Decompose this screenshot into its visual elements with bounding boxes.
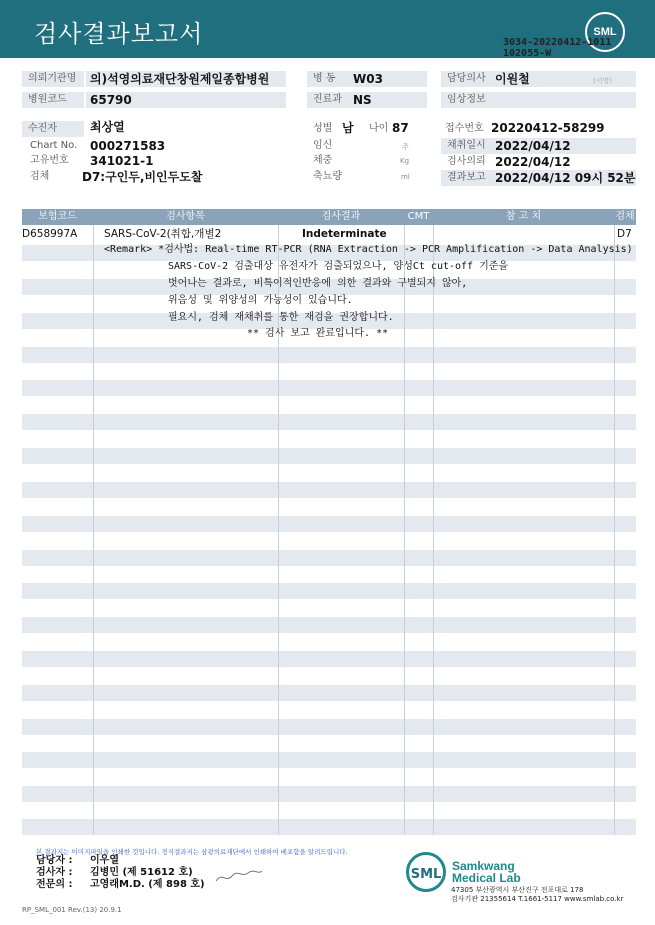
- address-line-1: 47305 부산광역시 부산진구 전포대로 178: [451, 886, 584, 894]
- table-stripe: [22, 651, 636, 667]
- age-value: 87: [392, 121, 409, 135]
- clinical-info-value: [491, 92, 636, 108]
- brand-name: [452, 860, 521, 884]
- sex-label: 성별: [313, 123, 333, 134]
- print-notice: 본 결과지는 이미지파일을 인쇄한 것입니다. 정식결과지는 삼광의료재단에서 인쇄하여 배포함을 알려드립니다.: [36, 848, 348, 856]
- accession-label: 접수번호: [445, 123, 484, 134]
- remark-line: SARS-CoV-2 검출대상 유전자가 검출되었으나, 양성Ct cut-off 기준을: [168, 261, 509, 272]
- remark-line: 필요시, 검체 재채취를 통한 재검을 권장합니다.: [168, 312, 394, 323]
- header-test-item: 검사항목: [166, 211, 205, 222]
- request-label: 검사의뢰: [441, 154, 491, 170]
- table-stripe: [22, 583, 636, 599]
- header-reference: 참 고 치: [505, 211, 542, 222]
- table-stripe: [22, 482, 636, 498]
- pregnancy-label: 임신: [313, 140, 333, 151]
- table-stripe: [22, 819, 636, 835]
- urine-label: 축뇨량: [313, 171, 342, 182]
- table-stripe: [22, 448, 636, 464]
- row-test-item: SARS-CoV-2(취합,개별2: [104, 228, 222, 240]
- weight-label: 체중: [313, 155, 333, 166]
- request-value: 2022/04/12: [491, 154, 636, 170]
- table-header: [22, 209, 636, 225]
- specimen-label: 검체: [30, 171, 50, 182]
- examiner-label: 검사자 :: [36, 867, 73, 878]
- clinical-info-label: 임상정보: [441, 92, 491, 108]
- examiner-value: 김병민 (제 51612 호): [90, 867, 193, 878]
- unique-id-label: 고유번호: [30, 155, 69, 166]
- lab-address: [451, 886, 623, 904]
- institution-value: 의)석영의료재단창원제일종합병원: [86, 71, 286, 87]
- patient-label: 수진자: [22, 121, 84, 137]
- document-number: [503, 37, 611, 59]
- reporter-label: 담당자 :: [36, 855, 73, 866]
- specimen-value: D7:구인두,비인두도찰: [82, 170, 203, 184]
- dept-value: NS: [349, 92, 427, 108]
- report-time-label: 결과보고: [441, 170, 491, 186]
- row-result: Indeterminate: [302, 228, 387, 240]
- pregnancy-unit: 주: [402, 143, 409, 151]
- table-stripe: [22, 516, 636, 532]
- sml-footer-logo: SML: [406, 852, 446, 892]
- chart-no-value: 000271583: [90, 139, 166, 153]
- table-stripe: [22, 786, 636, 802]
- institution-label: 의뢰기관명: [22, 71, 84, 87]
- ward-label: 병 동: [307, 71, 349, 87]
- header-insurance-code: 보험코드: [38, 211, 77, 222]
- column-divider: [404, 209, 405, 835]
- column-divider: [93, 209, 94, 835]
- unique-id-value: 341021-1: [90, 154, 154, 168]
- table-stripe: [22, 550, 636, 566]
- address-line-2: 검사기관 21355614 T.1661-5117 www.smlab.co.kr: [451, 895, 624, 903]
- table-stripe: [22, 752, 636, 768]
- column-divider: [433, 209, 434, 835]
- doctor-value: [491, 71, 636, 87]
- table-stripe: [22, 617, 636, 633]
- row-insurance-code: D658997A: [22, 228, 78, 240]
- remark-line: ** 검사 보고 완료입니다. **: [247, 328, 389, 339]
- report-title: 검사결과보고서: [34, 20, 204, 48]
- doctor-name: 이원철: [495, 72, 530, 86]
- table-stripe: [22, 685, 636, 701]
- header-cmt: CMT: [407, 211, 430, 222]
- doctor-signature-hint: (서명): [593, 77, 612, 85]
- doctor-label: 담당의사: [441, 71, 491, 87]
- chart-no-label: Chart No.: [30, 140, 78, 151]
- table-stripe: [22, 347, 636, 363]
- form-code: RP_SML_001 Rev.(13) 20.9.1: [22, 906, 122, 914]
- table-stripe: [22, 719, 636, 735]
- signature-scribble: [214, 866, 264, 886]
- reporter-value: 이우열: [90, 855, 119, 866]
- sex-value: 남: [342, 121, 354, 135]
- header-specimen: 검체: [615, 211, 635, 222]
- header-result: 검사결과: [321, 211, 361, 222]
- brand-name-line-1: Samkwang: [452, 859, 515, 873]
- remark-line: 벗어나는 결과로, 비특이적인반응에 의한 결과와 구별되지 않아,: [168, 278, 468, 289]
- report-time-value: 2022/04/12 09시 52분: [491, 170, 636, 186]
- table-stripe: [22, 414, 636, 430]
- ward-value: W03: [349, 71, 427, 87]
- hospital-code-label: 병원코드: [22, 92, 84, 108]
- age-label: 나이: [369, 123, 389, 134]
- specialist-value: 고영래M.D. (제 898 호): [90, 879, 205, 890]
- sml-logo: SML: [585, 12, 625, 52]
- specialist-label: 전문의 :: [36, 879, 73, 890]
- table-stripe: [22, 380, 636, 396]
- accession-value: 20220412-58299: [491, 121, 605, 135]
- hospital-code-value: 65790: [86, 92, 286, 108]
- patient-value: 최상열: [90, 120, 125, 134]
- row-specimen: D7: [617, 228, 632, 240]
- dept-label: 진료과: [307, 92, 349, 108]
- remark-line: 위음성 및 위양성의 가능성이 있습니다.: [168, 295, 353, 306]
- brand-name-line-2: Medical Lab: [452, 871, 521, 885]
- urine-unit: ml: [401, 173, 410, 181]
- document-number-line-1: 3034-20220412-1011: [503, 37, 612, 48]
- weight-unit: Kg: [400, 157, 410, 165]
- remark-line: <Remark> *검사법: Real-time RT-PCR (RNA Extraction -> PCR Amplification -> Data Analysis): [104, 244, 633, 255]
- collect-value: 2022/04/12: [491, 138, 636, 154]
- collect-label: 채취일시: [441, 138, 491, 154]
- document-number-line-2: 102055-W: [503, 48, 552, 59]
- column-divider: [614, 209, 615, 835]
